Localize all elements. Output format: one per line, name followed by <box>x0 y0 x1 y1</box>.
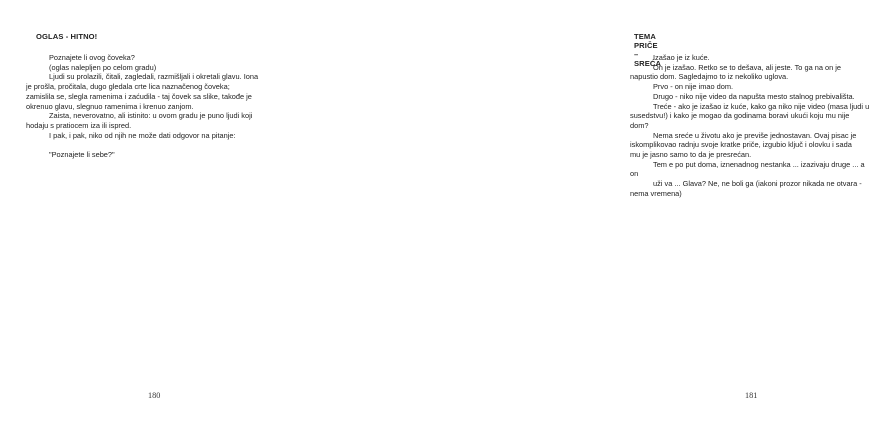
left-page <box>0 0 300 428</box>
body-line: Zaista, neverovatno, ali istinito: u ovom gradu je puno ljudi koji <box>49 111 253 121</box>
body-line: uži va ... Glava? Ne, ne boli ga (iakoni prozor nikada ne otvara - <box>653 179 862 189</box>
body-line: iskomplikovao radnju svoje kratke priče, izgubio ključ i olovku i sada <box>630 140 852 150</box>
blank-line <box>26 140 276 150</box>
body-line: Izašao je iz kuće. <box>653 53 710 62</box>
body-line: Poznajete li ovog čoveka? <box>49 53 135 62</box>
body-line: nema vremena) <box>630 188 682 198</box>
body-line: dom? <box>630 120 649 130</box>
body-line: Treće - ako je izašao iz kuće, kako ga niko nije video (masa ljudi u <box>653 101 870 111</box>
body-line: okrenuo glavu, slegnuo ramenima i krenuo zanjom. <box>26 101 194 111</box>
right-page <box>300 0 870 428</box>
body-line: on <box>630 169 639 179</box>
right-page-heading: TEMA PRIČE – SREĆA <box>634 32 662 68</box>
left-page-heading: OGLAS - HITNO! <box>36 32 98 41</box>
body-line: zamislila se, slegla ramenima i zaćudila - taj čovek sa slike, takođe je <box>26 91 252 101</box>
page-number: 180 <box>148 391 161 400</box>
body-line: susedstvu!) i kako je mogao da godinama boravi ukući koju mu nije <box>630 111 850 121</box>
body-line: hodaju s pratiocem iza ili ispred. <box>26 120 132 130</box>
body-line: On je izašao. Retko se to dešava, ali jeste. To ga na on je <box>653 62 842 72</box>
body-line: Nema sreće u životu ako je previše jednostavan. Ovaj pisac je <box>653 130 857 140</box>
body-line: Tem e po put doma, iznenadnog nestanka ... izazivaju druge ... a <box>653 159 865 169</box>
body-line: napustio dom. Sagledajmo to iz nekoliko uglova. <box>630 72 789 82</box>
body-line: Prvo - on nije imao dom. <box>653 82 734 92</box>
body-line: (oglas nalepljen po celom gradu) <box>49 62 157 72</box>
page-number: 181 <box>745 391 758 400</box>
right-page-body <box>630 53 874 199</box>
body-line: "Poznajete li sebe?" <box>49 150 115 160</box>
body-line: Drugo - niko nije video da napušta mesto stalnog prebivališta. <box>653 91 855 101</box>
body-line: I pak, i pak, niko od njih ne može dati odgovor na pitanje: <box>49 130 236 140</box>
body-line: mu je jasno samo to da je presrećan. <box>630 150 752 160</box>
body-line: je prošla, pročitala, dugo gledala crte lica naznačenog čoveka; <box>26 82 230 92</box>
body-line: Ljudi su prolazili, čitali, zagledali, razmišljali i okretali glavu. Iona <box>49 72 259 82</box>
left-page-body <box>26 53 276 160</box>
